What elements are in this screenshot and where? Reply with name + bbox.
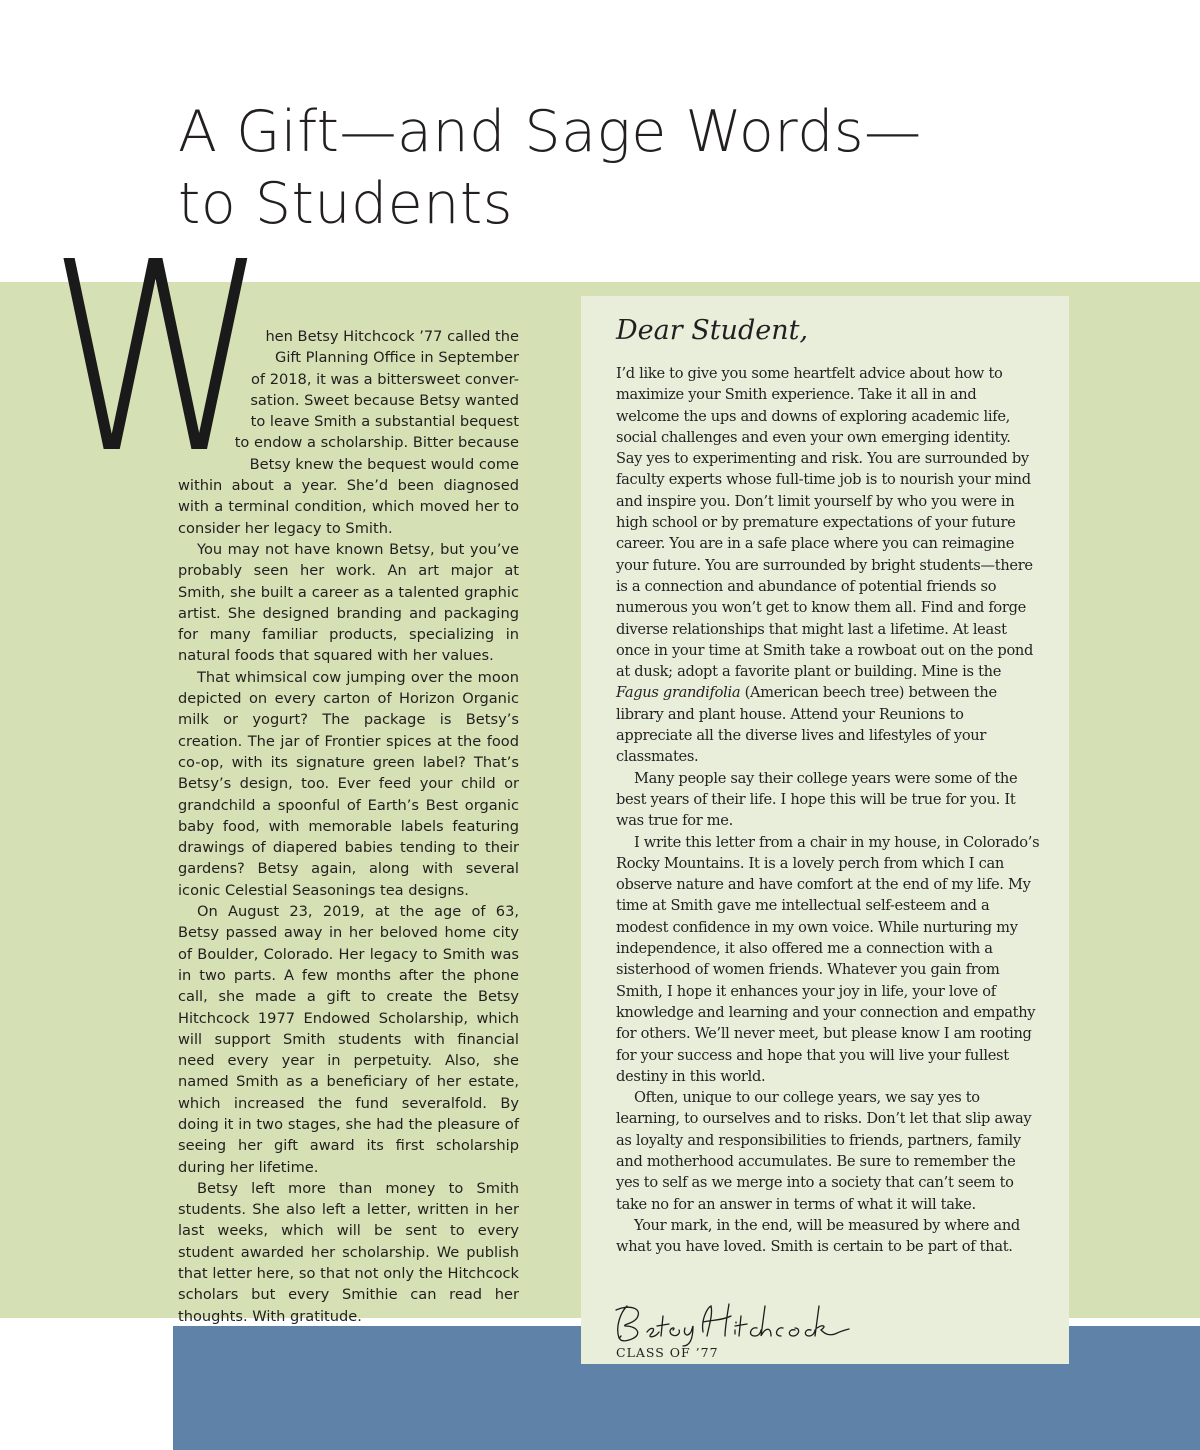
article-paragraph-1: [178, 326, 519, 539]
letter-body: [616, 363, 1040, 1257]
article-paragraph-5: Betsy left more than money to Smith students. She also left a letter, written in her last weeks, which will be sent to every student awarded her scholarship. We publish that letter here, so that not only the Hitchcock scholars but every Smithie can read her thoughts. With gratitude.: [178, 1179, 519, 1325]
letter-paragraph-1-text: (American beech tree) between the library and plant house. Attend your Reunions to appreciate all the diverse lives and lifestyles of your classmates.: [616, 684, 997, 766]
letter-paragraph-2: Many people say their college years were some of the best years of their life. I hope this will be true for you. It was true for me.: [616, 769, 1018, 830]
class-of-label: CLASS OF ’77: [616, 1345, 719, 1360]
intro-line: Betsy knew the bequest would come: [249, 455, 519, 473]
letter-paragraph-3: I write this letter from a chair in my house, in Colorado’s Rocky Mountains. It is a lovely perch from which I can observe nature and have comfort at the end of my life. My time at Smith gave me intellectual self-esteem and a modest confidence in my own voice. While nurturing my independence, it also offered me a connection with a sisterhood of women friends. Whatever you gain from Smith, I hope it enhances your joy in life, your love of knowledge and learning and your connection and empathy for others. We’ll never meet, but please know I am rooting for your success and hope that you will live your fullest destiny in this world.: [616, 833, 1040, 1085]
title-line-2: to Students: [178, 171, 513, 237]
article-paragraph-1-rest: within about a year. She’d been diagnosed with a terminal condition, which moved her to consider her legacy to Smith.: [178, 477, 519, 537]
letter-paragraph-4: Often, unique to our college years, we say yes to learning, to ourselves and to risks. Don’t let that slip away as loyalty and responsibilities to friends, partners, family and motherhood accumulates. Be sure to remember the yes to self as we merge into a society that can’t seem to take no for an answer in terms of what it will take.: [616, 1089, 1032, 1213]
letter-paragraph-1: [616, 363, 1040, 768]
letter-greeting: Dear Student,: [616, 315, 809, 346]
intro-line: to endow a scholarship. Bitter because: [234, 434, 519, 452]
intro-line: hen Betsy Hitchcock ’77 called the: [265, 328, 519, 345]
intro-line: sation. Sweet because Betsy wanted: [250, 391, 519, 409]
article-paragraph-4: On August 23, 2019, at the age of 63, Betsy passed away in her beloved home city of Boulder, Colorado. Her legacy to Smith was in two parts. A few months after the phone call, she made a gift to create the Betsy Hitchcock 1977 Endowed Scholarship, which will support Smith students with financial need every year in perpetuity. Also, she named Smith as a beneficiary of her estate, which increased the fund severalfold. By doing it in two stages, she had the pleasure of seeing her gift award its first scholarship during her lifetime.: [178, 903, 519, 1176]
intro-line: to leave Smith a substantial bequest: [250, 413, 519, 431]
letter-paragraph-1-text: I’d like to give you some heartfelt advice about how to maximize your Smith experience. Take it all in and welcome the ups and downs of exploring academic life, social challenges and even your own emerging identity. Say yes to experimenting and risk. You are surrounded by faculty experts whose full-time job is to nourish your mind and inspire you. Don’t limit yourself by who you were in high school or by premature expectations of your future career. You are in a safe place where you can reimagine your future. You are surrounded by bright students—there is a connection and abundance of potential friends so numerous you won’t get to know them all. Find and forge diverse relationships that might last a lifetime. At least once in your time at Smith take a rowboat out on the pond at dusk; adopt a favorite plant or building. Mine is the: [616, 365, 1034, 681]
article-column: [178, 326, 519, 1327]
page-title: [178, 96, 922, 240]
species-name: Fagus grandifolia: [616, 684, 741, 702]
title-line-1: A Gift—and Sage Words—: [178, 99, 922, 165]
intro-line: of 2018, it was a bittersweet conver-: [251, 370, 519, 388]
drop-cap: W: [48, 206, 269, 511]
signature: [607, 1296, 857, 1348]
article-paragraph-2: You may not have known Betsy, but you’ve probably seen her work. An art major at Smith, she built a career as a talented graphic artist. She designed branding and packaging for many familiar products, specializing in natural foods that squared with her values.: [178, 540, 519, 665]
intro-line: Gift Planning Office in September: [275, 349, 519, 367]
article-paragraph-3: That whimsical cow jumping over the moon depicted on every carton of Horizon Organic milk or yogurt? The package is Betsy’s creation. The jar of Frontier spices at the food co-op, with its signature green label? That’s Betsy’s design, too. Ever feed your child or grandchild a spoonful of Earth’s Best organic baby food, with memorable labels featuring drawings of diapered babies tending to their gardens? Betsy again, along with several iconic Celestial Seasonings tea designs.: [178, 668, 519, 899]
letter-paragraph-5: Your mark, in the end, will be measured by where and what you have loved. Smith is certain to be part of that.: [616, 1216, 1020, 1256]
